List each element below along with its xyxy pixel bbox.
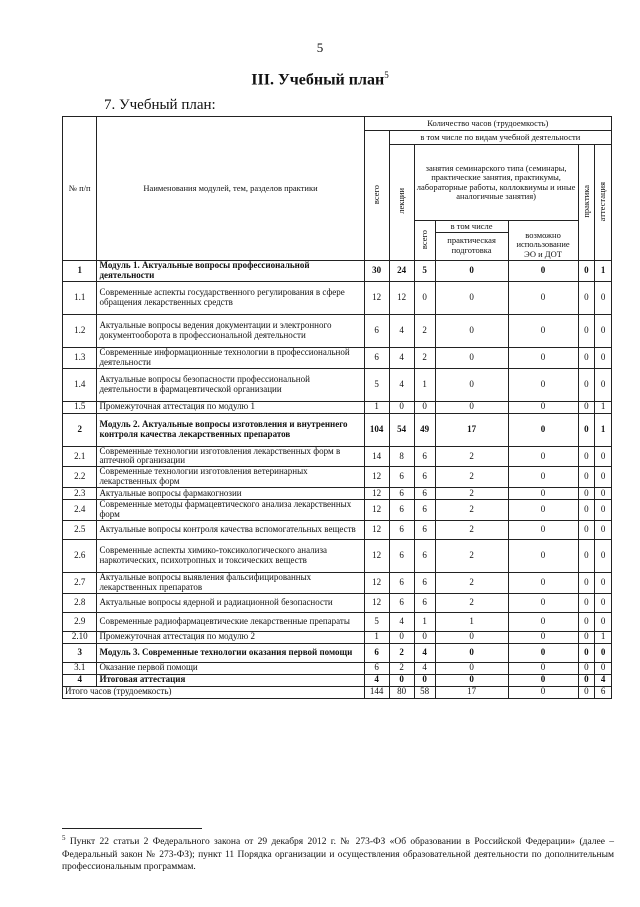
- cell-prac: 0: [578, 612, 595, 631]
- row-num: 1.2: [63, 314, 97, 347]
- cell-att: 1: [595, 401, 612, 413]
- cell-sem: 58: [414, 686, 435, 698]
- table-row: [63, 520, 612, 539]
- row-num: 2.8: [63, 593, 97, 612]
- cell-att: 0: [595, 314, 612, 347]
- header-lectures: [389, 145, 414, 261]
- row-num: 1.1: [63, 281, 97, 314]
- cell-eo: 0: [508, 643, 578, 662]
- table-row: [63, 572, 612, 593]
- row-num: 2: [63, 413, 97, 446]
- footnote: [62, 834, 614, 873]
- cell-lec: 12: [389, 281, 414, 314]
- cell-eo: 0: [508, 520, 578, 539]
- cell-sem: 6: [414, 520, 435, 539]
- cell-total: 5: [364, 368, 389, 401]
- cell-total: 6: [364, 314, 389, 347]
- cell-sem: 0: [414, 281, 435, 314]
- cell-eo: 0: [508, 347, 578, 368]
- cell-lec: 6: [389, 539, 414, 572]
- cell-sem: 5: [414, 261, 435, 282]
- heading-footnote-ref: 5: [384, 70, 389, 80]
- cell-eo: 0: [508, 539, 578, 572]
- cell-lec: 6: [389, 593, 414, 612]
- row-name: Модуль 2. Актуальные вопросы изготовления и внутреннего контроля качества лекарственных препаратов: [97, 413, 364, 446]
- cell-eo: 0: [508, 612, 578, 631]
- cell-sem: 6: [414, 446, 435, 467]
- cell-prac: 0: [578, 674, 595, 686]
- header-including-text: в том числе: [436, 221, 508, 233]
- cell-lec: 6: [389, 500, 414, 521]
- header-name: Наименования модулей, тем, разделов практики: [97, 117, 364, 261]
- cell-att: 0: [595, 593, 612, 612]
- row-num: 1: [63, 261, 97, 282]
- cell-prac: 0: [578, 593, 595, 612]
- curriculum-table: [62, 116, 612, 699]
- header-seminars: занятия семинарского типа (семинары, практические занятия, практикумы, лабораторные работы, коллоквиумы и иные аналогичные занятия): [414, 145, 578, 221]
- section-heading-text: III. Учебный план: [251, 71, 385, 89]
- cell-sem: 6: [414, 488, 435, 500]
- cell-att: 1: [595, 413, 612, 446]
- table-row: [63, 281, 612, 314]
- cell-sem: 4: [414, 662, 435, 674]
- row-num: 2.6: [63, 539, 97, 572]
- cell-pp: 0: [435, 643, 508, 662]
- header-practice-text: практика: [580, 185, 591, 218]
- cell-pp: 2: [435, 488, 508, 500]
- cell-pp: 0: [435, 281, 508, 314]
- row-name: Промежуточная аттестация по модулю 1: [97, 401, 364, 413]
- table-row: [63, 401, 612, 413]
- cell-total: 12: [364, 593, 389, 612]
- cell-lec: 6: [389, 520, 414, 539]
- row-name: Итого часов (трудоемкость): [63, 686, 365, 698]
- table-row: [63, 593, 612, 612]
- cell-eo: 0: [508, 662, 578, 674]
- cell-pp: 2: [435, 520, 508, 539]
- cell-prac: 0: [578, 572, 595, 593]
- cell-pp: 2: [435, 467, 508, 488]
- cell-total: 104: [364, 413, 389, 446]
- cell-pp: 0: [435, 347, 508, 368]
- cell-pp: 0: [435, 368, 508, 401]
- header-attestation-text: аттестация: [597, 181, 608, 221]
- cell-lec: 4: [389, 368, 414, 401]
- cell-pp: 0: [435, 674, 508, 686]
- cell-lec: 4: [389, 314, 414, 347]
- row-name: Промежуточная аттестация по модулю 2: [97, 631, 364, 643]
- table-row: [63, 347, 612, 368]
- cell-total: 12: [364, 572, 389, 593]
- cell-total: 14: [364, 446, 389, 467]
- cell-sem: 0: [414, 631, 435, 643]
- header-practice: [578, 145, 595, 261]
- subtitle: 7. Учебный план:: [104, 97, 216, 113]
- cell-lec: 0: [389, 674, 414, 686]
- table-row: [63, 686, 612, 698]
- row-name: Актуальные вопросы выявления фальсифицированных лекарственных препаратов: [97, 572, 364, 593]
- cell-total: 6: [364, 662, 389, 674]
- table-header: [63, 117, 612, 261]
- cell-pp: 2: [435, 500, 508, 521]
- cell-pp: 1: [435, 612, 508, 631]
- cell-eo: 0: [508, 401, 578, 413]
- page-number: 5: [316, 40, 324, 55]
- cell-lec: 6: [389, 467, 414, 488]
- cell-att: 0: [595, 467, 612, 488]
- cell-pp: 2: [435, 593, 508, 612]
- cell-att: 0: [595, 368, 612, 401]
- cell-eo: 0: [508, 500, 578, 521]
- cell-eo: 0: [508, 631, 578, 643]
- cell-sem: 6: [414, 539, 435, 572]
- table-row: [63, 467, 612, 488]
- cell-eo: 0: [508, 674, 578, 686]
- row-name: Современные методы фармацевтического анализа лекарственных форм: [97, 500, 364, 521]
- table-row: [63, 674, 612, 686]
- header-total-text: всего: [370, 184, 381, 204]
- row-num: 2.9: [63, 612, 97, 631]
- row-name: Современные радиофармацевтические лекарственные препараты: [97, 612, 364, 631]
- cell-prac: 0: [578, 467, 595, 488]
- header-num: № п/п: [63, 117, 97, 261]
- header-hours-total: Количество часов (трудоемкость): [364, 117, 611, 131]
- cell-att: 1: [595, 631, 612, 643]
- row-name: Актуальные вопросы фармакогнозии: [97, 488, 364, 500]
- row-name: Современные информационные технологии в профессиональной деятельности: [97, 347, 364, 368]
- header-including-activities: в том числе по видам учебной деятельности: [389, 131, 611, 145]
- cell-eo: 0: [508, 261, 578, 282]
- cell-pp: 17: [435, 686, 508, 698]
- cell-pp: 0: [435, 662, 508, 674]
- row-num: 3: [63, 643, 97, 662]
- cell-lec: 4: [389, 347, 414, 368]
- cell-prac: 0: [578, 347, 595, 368]
- table-row: [63, 261, 612, 282]
- cell-pp: 0: [435, 401, 508, 413]
- cell-eo: 0: [508, 281, 578, 314]
- cell-att: 0: [595, 539, 612, 572]
- cell-eo: 0: [508, 413, 578, 446]
- cell-sem: 2: [414, 347, 435, 368]
- table-row: [63, 413, 612, 446]
- cell-prac: 0: [578, 446, 595, 467]
- row-name: Актуальные вопросы ведения документации и электронного документооборота в профессиональной деятельности: [97, 314, 364, 347]
- cell-prac: 0: [578, 413, 595, 446]
- cell-lec: 6: [389, 572, 414, 593]
- cell-total: 1: [364, 401, 389, 413]
- cell-total: 6: [364, 347, 389, 368]
- footnote-rule: [62, 828, 202, 829]
- header-total: [364, 131, 389, 261]
- cell-eo: 0: [508, 368, 578, 401]
- header-eo-dot: [508, 221, 578, 261]
- header-attestation: [595, 145, 612, 261]
- cell-lec: 0: [389, 631, 414, 643]
- row-num: 2.1: [63, 446, 97, 467]
- cell-total: 12: [364, 520, 389, 539]
- cell-att: 0: [595, 347, 612, 368]
- cell-sem: 0: [414, 401, 435, 413]
- header-including: [435, 221, 508, 261]
- row-name: Оказание первой помощи: [97, 662, 364, 674]
- cell-pp: 17: [435, 413, 508, 446]
- cell-total: 12: [364, 500, 389, 521]
- cell-total: 6: [364, 643, 389, 662]
- row-num: 1.4: [63, 368, 97, 401]
- cell-total: 30: [364, 261, 389, 282]
- row-name: Актуальные вопросы безопасности профессиональной деятельности в фармацевтической организации: [97, 368, 364, 401]
- table-row: [63, 488, 612, 500]
- cell-total: 5: [364, 612, 389, 631]
- cell-pp: 0: [435, 314, 508, 347]
- cell-sem: 6: [414, 467, 435, 488]
- cell-total: 12: [364, 467, 389, 488]
- cell-prac: 0: [578, 643, 595, 662]
- cell-att: 0: [595, 662, 612, 674]
- cell-prac: 0: [578, 488, 595, 500]
- cell-total: 4: [364, 674, 389, 686]
- row-name: Модуль 1. Актуальные вопросы профессиональной деятельности: [97, 261, 364, 282]
- cell-att: 0: [595, 446, 612, 467]
- cell-att: 0: [595, 612, 612, 631]
- cell-eo: 0: [508, 446, 578, 467]
- row-num: 3.1: [63, 662, 97, 674]
- cell-prac: 0: [578, 314, 595, 347]
- cell-prac: 0: [578, 662, 595, 674]
- cell-lec: 4: [389, 612, 414, 631]
- header-practical-training: практическая подготовка: [447, 235, 496, 255]
- cell-prac: 0: [578, 281, 595, 314]
- cell-lec: 80: [389, 686, 414, 698]
- footnote-ref: 5: [62, 834, 66, 842]
- cell-pp: 2: [435, 572, 508, 593]
- cell-eo: 0: [508, 467, 578, 488]
- cell-pp: 2: [435, 539, 508, 572]
- table-row: [63, 314, 612, 347]
- cell-sem: 6: [414, 593, 435, 612]
- row-name: Актуальные вопросы ядерной и радиационной безопасности: [97, 593, 364, 612]
- cell-att: 0: [595, 643, 612, 662]
- row-num: 1.3: [63, 347, 97, 368]
- cell-lec: 2: [389, 643, 414, 662]
- cell-total: 144: [364, 686, 389, 698]
- cell-lec: 24: [389, 261, 414, 282]
- cell-sem: 1: [414, 368, 435, 401]
- row-name: Актуальные вопросы контроля качества вспомогательных веществ: [97, 520, 364, 539]
- cell-eo: 0: [508, 314, 578, 347]
- row-num: 2.5: [63, 520, 97, 539]
- row-num: 2.7: [63, 572, 97, 593]
- row-name: Современные технологии изготовления ветеринарных лекарственных форм: [97, 467, 364, 488]
- cell-lec: 8: [389, 446, 414, 467]
- cell-att: 0: [595, 572, 612, 593]
- cell-prac: 0: [578, 520, 595, 539]
- cell-sem: 6: [414, 572, 435, 593]
- cell-sem: 1: [414, 612, 435, 631]
- cell-att: 1: [595, 261, 612, 282]
- row-name: Итоговая аттестация: [97, 674, 364, 686]
- cell-att: 0: [595, 488, 612, 500]
- row-num: 2.4: [63, 500, 97, 521]
- cell-sem: 49: [414, 413, 435, 446]
- table-row: [63, 643, 612, 662]
- cell-sem: 2: [414, 314, 435, 347]
- row-num: 4: [63, 674, 97, 686]
- cell-att: 0: [595, 500, 612, 521]
- table-body: [63, 261, 612, 699]
- cell-pp: 2: [435, 446, 508, 467]
- cell-lec: 54: [389, 413, 414, 446]
- header-eo-dot-text: возможно использование ЭО и ДОТ: [516, 229, 570, 259]
- cell-total: 12: [364, 539, 389, 572]
- footnote-text: Пункт 22 статьи 2 Федерального закона от 29 декабря 2012 г. № 273-ФЗ «Об образовании в Российской Федерации» (далее – Федеральный закон № 273-ФЗ); пункт 11 Порядка организации и осуществления образовательной деятельности по дополнительным профессиональным программам.: [62, 837, 614, 872]
- cell-prac: 0: [578, 500, 595, 521]
- row-num: 1.5: [63, 401, 97, 413]
- cell-sem: 6: [414, 500, 435, 521]
- cell-prac: 0: [578, 631, 595, 643]
- table-row: [63, 368, 612, 401]
- cell-prac: 0: [578, 261, 595, 282]
- header-sem-total: [414, 221, 435, 261]
- cell-att: 0: [595, 520, 612, 539]
- section-heading: [0, 70, 640, 89]
- cell-att: 0: [595, 281, 612, 314]
- cell-att: 4: [595, 674, 612, 686]
- row-num: 2.10: [63, 631, 97, 643]
- cell-lec: 6: [389, 488, 414, 500]
- cell-sem: 4: [414, 643, 435, 662]
- row-name: Современные аспекты государственного регулирования в сфере обращения лекарственных средств: [97, 281, 364, 314]
- cell-total: 1: [364, 631, 389, 643]
- table-row: [63, 662, 612, 674]
- cell-total: 12: [364, 281, 389, 314]
- table-row: [63, 539, 612, 572]
- cell-pp: 0: [435, 261, 508, 282]
- row-num: 2.2: [63, 467, 97, 488]
- cell-sem: 0: [414, 674, 435, 686]
- cell-prac: 0: [578, 539, 595, 572]
- cell-att: 6: [595, 686, 612, 698]
- row-num: 2.3: [63, 488, 97, 500]
- table-row: [63, 500, 612, 521]
- cell-prac: 0: [578, 368, 595, 401]
- cell-prac: 0: [578, 686, 595, 698]
- cell-eo: 0: [508, 686, 578, 698]
- row-name: Модуль 3. Современные технологии оказания первой помощи: [97, 643, 364, 662]
- header-lectures-text: лекции: [395, 188, 406, 215]
- cell-total: 12: [364, 488, 389, 500]
- cell-lec: 0: [389, 401, 414, 413]
- row-name: Современные аспекты химико-токсикологического анализа наркотических, психотропных и токсических веществ: [97, 539, 364, 572]
- cell-eo: 0: [508, 488, 578, 500]
- cell-eo: 0: [508, 593, 578, 612]
- table-row: [63, 631, 612, 643]
- table-row: [63, 612, 612, 631]
- cell-prac: 0: [578, 401, 595, 413]
- cell-lec: 2: [389, 662, 414, 674]
- cell-pp: 0: [435, 631, 508, 643]
- table-row: [63, 446, 612, 467]
- cell-eo: 0: [508, 572, 578, 593]
- header-sem-total-text: всего: [418, 229, 429, 249]
- row-name: Современные технологии изготовления лекарственных форм в аптечной организации: [97, 446, 364, 467]
